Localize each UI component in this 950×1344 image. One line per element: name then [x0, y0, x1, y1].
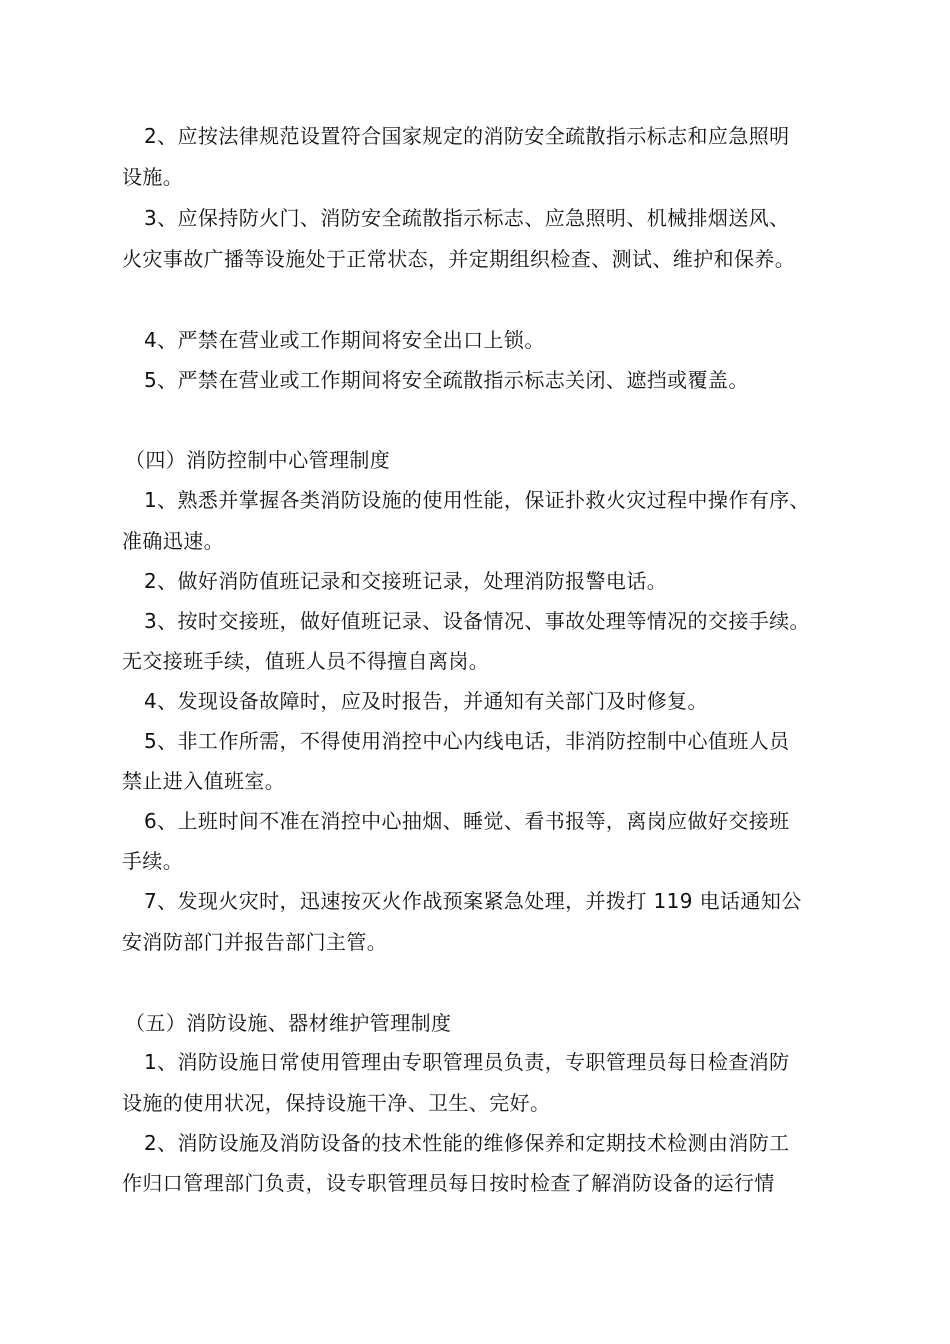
paragraph-line: 1、消防设施日常使用管理由专职管理员负责，专职管理员每日检查消防: [144, 1050, 790, 1074]
paragraph-line: 6、上班时间不准在消控中心抽烟、睡觉、看书报等，离岗应做好交接班: [144, 809, 790, 833]
paragraph-line: 手续。: [122, 849, 184, 873]
paragraph-line: 3、按时交接班，做好值班记录、设备情况、事故处理等情况的交接手续。: [144, 609, 810, 633]
paragraph-line: 设施。: [122, 165, 184, 189]
paragraph-line: 4、发现设备故障时，应及时报告，并通知有关部门及时修复。: [144, 689, 708, 713]
paragraph-line: 2、应按法律规范设置符合国家规定的消防安全疏散指示标志和应急照明: [144, 124, 790, 148]
paragraph-line: 禁止进入值班室。: [122, 769, 286, 793]
section-heading: （四）消防控制中心管理制度: [125, 448, 391, 472]
paragraph-line: 5、严禁在营业或工作期间将安全疏散指示标志关闭、遮挡或覆盖。: [144, 368, 749, 392]
paragraph-line: 火灾事故广播等设施处于正常状态，并定期组织检查、测试、维护和保养。: [122, 247, 796, 271]
paragraph-line: 1、熟悉并掌握各类消防设施的使用性能，保证扑救火灾过程中操作有序、: [144, 488, 810, 512]
paragraph-line: 设施的使用状况，保持设施干净、卫生、完好。: [122, 1091, 551, 1115]
paragraph-line: 无交接班手续，值班人员不得擅自离岗。: [122, 649, 490, 673]
paragraph-line: 2、做好消防值班记录和交接班记录，处理消防报警电话。: [144, 569, 668, 593]
paragraph-line: 作归口管理部门负责，设专职管理员每日按时检查了解消防设备的运行情: [122, 1171, 775, 1195]
paragraph-line: 7、发现火灾时，迅速按灭火作战预案紧急处理，并拨打 119 电话通知公: [144, 889, 802, 913]
paragraph-line: 准确迅速。: [122, 529, 224, 553]
paragraph-line: 安消防部门并报告部门主管。: [122, 930, 388, 954]
paragraph-line: 4、严禁在营业或工作期间将安全出口上锁。: [144, 328, 545, 352]
paragraph-line: 5、非工作所需，不得使用消控中心内线电话，非消防控制中心值班人员: [144, 729, 790, 753]
paragraph-line: 3、应保持防火门、消防安全疏散指示标志、应急照明、机械排烟送风、: [144, 206, 790, 230]
section-heading: （五）消防设施、器材维护管理制度: [125, 1011, 452, 1035]
paragraph-line: 2、消防设施及消防设备的技术性能的维修保养和定期技术检测由消防工: [144, 1131, 790, 1155]
